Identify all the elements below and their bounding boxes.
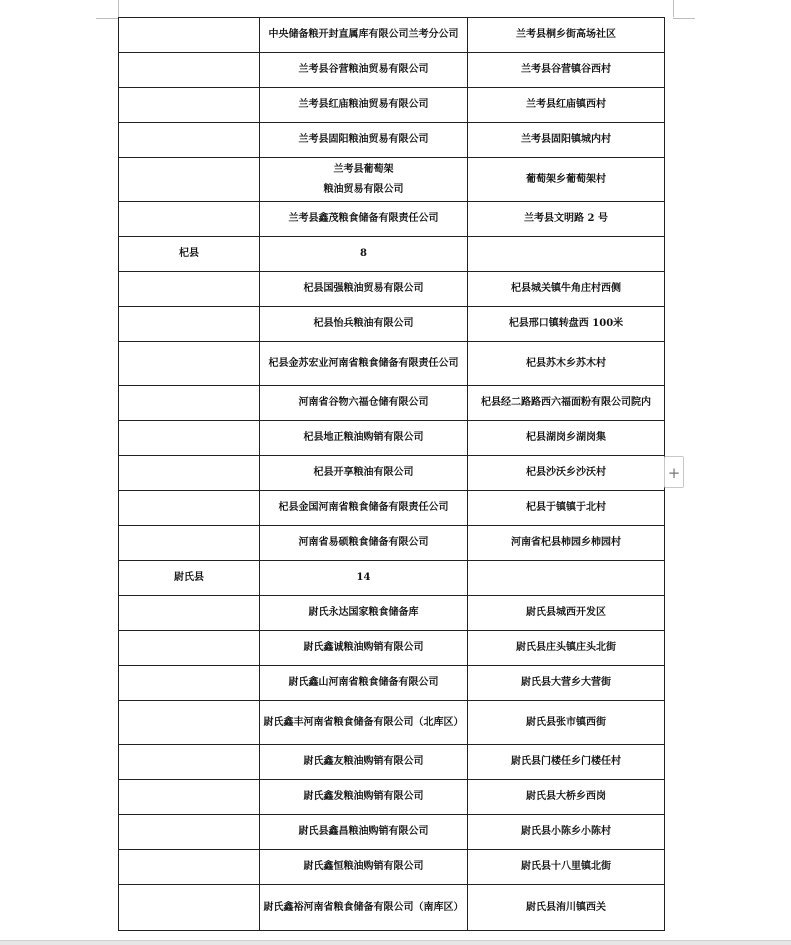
county-cell xyxy=(119,53,260,88)
table-row xyxy=(119,850,665,885)
company-name-cell: 尉氏永达国家粮食储备库 xyxy=(260,596,468,631)
table-row xyxy=(119,885,665,931)
company-name-cell: 中央储备粮开封直属库有限公司兰考分公司 xyxy=(260,18,468,53)
page-corner-mark xyxy=(117,0,119,17)
table-row xyxy=(119,526,665,561)
address-cell: 尉氏县张市镇西街 xyxy=(468,701,665,745)
county-cell xyxy=(119,123,260,158)
table-row xyxy=(119,666,665,701)
address-cell: 河南省杞县柿园乡柿园村 xyxy=(468,526,665,561)
table-row xyxy=(119,780,665,815)
county-cell xyxy=(119,202,260,237)
county-cell xyxy=(119,596,260,631)
address-cell: 尉氏县洧川镇西关 xyxy=(468,885,665,931)
address-cell: 尉氏县十八里镇北街 xyxy=(468,850,665,885)
table-row xyxy=(119,815,665,850)
county-cell: 尉氏县 xyxy=(119,561,260,596)
table-row xyxy=(119,237,665,272)
company-name-cell: 杞县金苏宏业河南省粮食储备有限责任公司 xyxy=(260,342,468,386)
company-name-cell: 尉氏鑫发粮油购销有限公司 xyxy=(260,780,468,815)
company-name-cell: 河南省谷物六福仓储有限公司 xyxy=(260,386,468,421)
table-row xyxy=(119,158,665,202)
county-cell xyxy=(119,421,260,456)
page-corner-mark xyxy=(96,16,118,19)
company-count-cell: 8 xyxy=(260,237,468,272)
table-row xyxy=(119,272,665,307)
county-cell xyxy=(119,815,260,850)
page-corner-mark xyxy=(673,0,675,17)
table-row xyxy=(119,88,665,123)
address-cell: 杞县湖岗乡湖岗集 xyxy=(468,421,665,456)
company-name-cell: 尉氏鑫恒粮油购销有限公司 xyxy=(260,850,468,885)
company-name-cell xyxy=(260,158,468,202)
county-cell xyxy=(119,386,260,421)
county-cell xyxy=(119,456,260,491)
table-row xyxy=(119,631,665,666)
table-row xyxy=(119,53,665,88)
address-cell: 尉氏县城西开发区 xyxy=(468,596,665,631)
company-name-cell: 河南省易硕粮食储备有限公司 xyxy=(260,526,468,561)
county-cell xyxy=(119,526,260,561)
company-name-cell: 杞县开享粮油有限公司 xyxy=(260,456,468,491)
address-cell: 杞县苏木乡苏木村 xyxy=(468,342,665,386)
page-corner-mark xyxy=(673,16,695,19)
address-cell: 杞县邢口镇转盘西 100米 xyxy=(468,307,665,342)
address-cell: 尉氏县庄头镇庄头北街 xyxy=(468,631,665,666)
company-name-cell: 兰考县红庙粮油贸易有限公司 xyxy=(260,88,468,123)
address-cell: 杞县于镇镇于北村 xyxy=(468,491,665,526)
address-cell: 尉氏县大营乡大营街 xyxy=(468,666,665,701)
county-cell xyxy=(119,850,260,885)
table-row xyxy=(119,342,665,386)
company-count-cell: 14 xyxy=(260,561,468,596)
company-name-cell: 尉氏鑫山河南省粮食储备有限公司 xyxy=(260,666,468,701)
company-name-cell: 尉氏鑫丰河南省粮食储备有限公司（北库区） xyxy=(260,701,468,745)
address-cell: 尉氏县小陈乡小陈村 xyxy=(468,815,665,850)
company-name-cell: 尉氏鑫裕河南省粮食储备有限公司（南库区） xyxy=(260,885,468,931)
county-cell xyxy=(119,307,260,342)
county-cell xyxy=(119,631,260,666)
county-cell xyxy=(119,342,260,386)
table-row xyxy=(119,421,665,456)
table-row xyxy=(119,202,665,237)
add-row-button[interactable]: + xyxy=(664,456,684,488)
address-cell xyxy=(468,561,665,596)
table-row xyxy=(119,596,665,631)
table-row xyxy=(119,18,665,53)
company-name-line: 粮油贸易有限公司 xyxy=(323,183,404,195)
company-name-cell: 兰考县固阳粮油贸易有限公司 xyxy=(260,123,468,158)
address-cell: 兰考县谷营镇谷西村 xyxy=(468,53,665,88)
grain-depot-table xyxy=(118,17,665,931)
county-cell xyxy=(119,158,260,202)
county-cell xyxy=(119,701,260,745)
address-cell xyxy=(468,237,665,272)
address-cell: 杞县城关镇牛角庄村西侧 xyxy=(468,272,665,307)
county-cell xyxy=(119,666,260,701)
county-cell: 杞县 xyxy=(119,237,260,272)
address-cell: 兰考县文明路 2 号 xyxy=(468,202,665,237)
address-cell: 葡萄架乡葡萄架村 xyxy=(468,158,665,202)
table-row xyxy=(119,745,665,780)
table-row xyxy=(119,561,665,596)
company-name-cell: 尉氏县鑫昌粮油购销有限公司 xyxy=(260,815,468,850)
table-row xyxy=(119,491,665,526)
table-row xyxy=(119,307,665,342)
county-cell xyxy=(119,272,260,307)
table-row xyxy=(119,701,665,745)
address-cell: 杞县经二路路西六福面粉有限公司院内 xyxy=(468,386,665,421)
company-name-cell: 杞县金国河南省粮食储备有限责任公司 xyxy=(260,491,468,526)
address-cell: 兰考县红庙镇西村 xyxy=(468,88,665,123)
address-cell: 兰考县固阳镇城内村 xyxy=(468,123,665,158)
address-cell: 杞县沙沃乡沙沃村 xyxy=(468,456,665,491)
company-name-cell: 尉氏鑫诚粮油购销有限公司 xyxy=(260,631,468,666)
company-name-cell: 杞县地正粮油购销有限公司 xyxy=(260,421,468,456)
county-cell xyxy=(119,491,260,526)
table-row xyxy=(119,123,665,158)
company-name-cell: 兰考县鑫茂粮食储备有限责任公司 xyxy=(260,202,468,237)
county-cell xyxy=(119,885,260,931)
table-row xyxy=(119,456,665,491)
company-name-cell: 兰考县谷营粮油贸易有限公司 xyxy=(260,53,468,88)
company-name-line: 兰考县葡萄架 xyxy=(333,163,394,175)
horizontal-scrollbar[interactable] xyxy=(0,940,791,945)
address-cell: 尉氏县大桥乡西岗 xyxy=(468,780,665,815)
county-cell xyxy=(119,745,260,780)
table-row xyxy=(119,386,665,421)
company-name-cell: 尉氏鑫友粮油购销有限公司 xyxy=(260,745,468,780)
company-name-cell: 杞县国强粮油贸易有限公司 xyxy=(260,272,468,307)
company-name-cell: 杞县怡兵粮油有限公司 xyxy=(260,307,468,342)
county-cell xyxy=(119,780,260,815)
county-cell xyxy=(119,88,260,123)
address-cell: 兰考县桐乡街高场社区 xyxy=(468,18,665,53)
county-cell xyxy=(119,18,260,53)
address-cell: 尉氏县门楼任乡门楼任村 xyxy=(468,745,665,780)
